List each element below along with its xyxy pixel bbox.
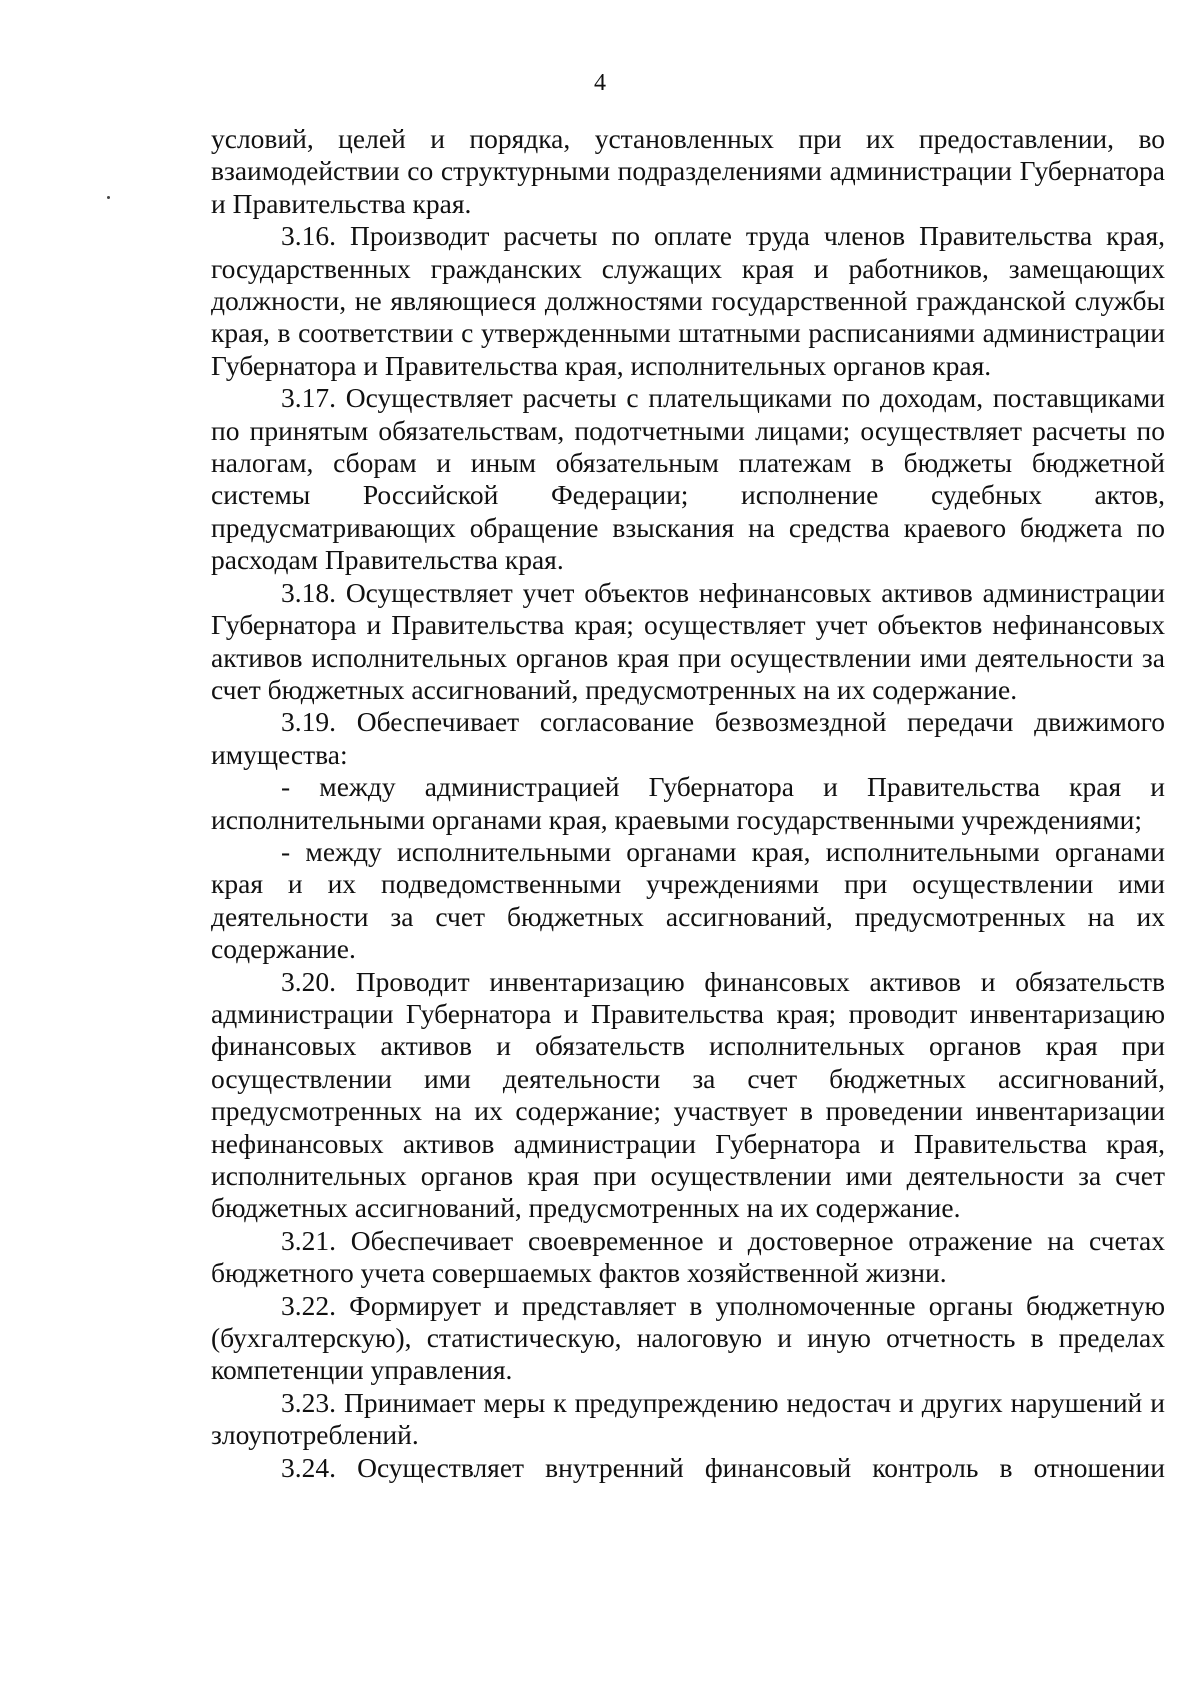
scan-speck	[107, 196, 110, 199]
paragraph-3-17: 3.17. Осуществляет расчеты с плательщиками по доходам, поставщиками по принятым обязательствам, подотчетными лицами; осуществляет расчеты по налогам, сборам и иным обязательным платежам в бюджеты бюджетной системы Российской Федерации; исполнение судебных актов, предусматривающих обращение взыскания на средства краевого бюджета по расходам Правительства края.	[211, 382, 1165, 576]
page-number: 4	[594, 70, 606, 96]
document-body	[211, 123, 1165, 1484]
paragraph-continuation: условий, целей и порядка, установленных при их предоставлении, во взаимодействии со структурными подразделениями администрации Губернатора и Правительства края.	[211, 123, 1165, 219]
paragraph-3-24: 3.24. Осуществляет внутренний финансовый контроль в отношении	[281, 1451, 1165, 1483]
paragraph-3-19: 3.19. Обеспечивает согласование безвозмездной передачи движимого имущества:	[211, 706, 1165, 770]
paragraph-3-18: 3.18. Осуществляет учет объектов нефинансовых активов администрации Губернатора и Правительства края; осуществляет учет объектов нефинансовых активов исполнительных органов края при осуществлении ими деятельности за счет бюджетных ассигнований, предусмотренных на их содержание.	[211, 576, 1165, 705]
list-item-1: - между администрацией Губернатора и Правительства края и исполнительными органами края, краевыми государственными учреждениями;	[211, 771, 1165, 835]
list-item-2: - между исполнительными органами края, исполнительными органами края и их подведомственными учреждениями при осуществлении ими деятельности за счет бюджетных ассигнований, предусмотренных на их содержание.	[211, 835, 1165, 965]
paragraph-3-20: 3.20. Проводит инвентаризацию финансовых активов и обязательств администрации Губернатора и Правительства края; проводит инвентаризацию финансовых активов и обязательств исполнительных органов края при осуществлении ими деятельности за счет бюджетных ассигнований, предусмотренных на их содержание; участвует в проведении инвентаризации нефинансовых активов администрации Губернатора и Правительства края, исполнительных органов края при осуществлении ими деятельности за счет бюджетных ассигнований, предусмотренных на их содержание.	[211, 965, 1165, 1224]
paragraph-3-22: 3.22. Формирует и представляет в уполномоченные органы бюджетную (бухгалтерскую), статистическую, налоговую и иную отчетность в пределах компетенции управления.	[211, 1289, 1165, 1386]
paragraph-3-21: 3.21. Обеспечивает своевременное и достоверное отражение на счетах бюджетного учета совершаемых фактов хозяйственной жизни.	[211, 1224, 1165, 1289]
paragraph-3-16: 3.16. Производит расчеты по оплате труда членов Правительства края, государственных гражданских служащих края и работников, замещающих должности, не являющиеся должностями государственной гражданской службы края, в соответствии с утвержденными штатными расписаниями администрации Губернатора и Правительства края, исполнительных органов края.	[211, 220, 1165, 381]
paragraph-3-23: 3.23. Принимает меры к предупреждению недостач и других нарушений и злоупотреблений.	[211, 1386, 1165, 1451]
